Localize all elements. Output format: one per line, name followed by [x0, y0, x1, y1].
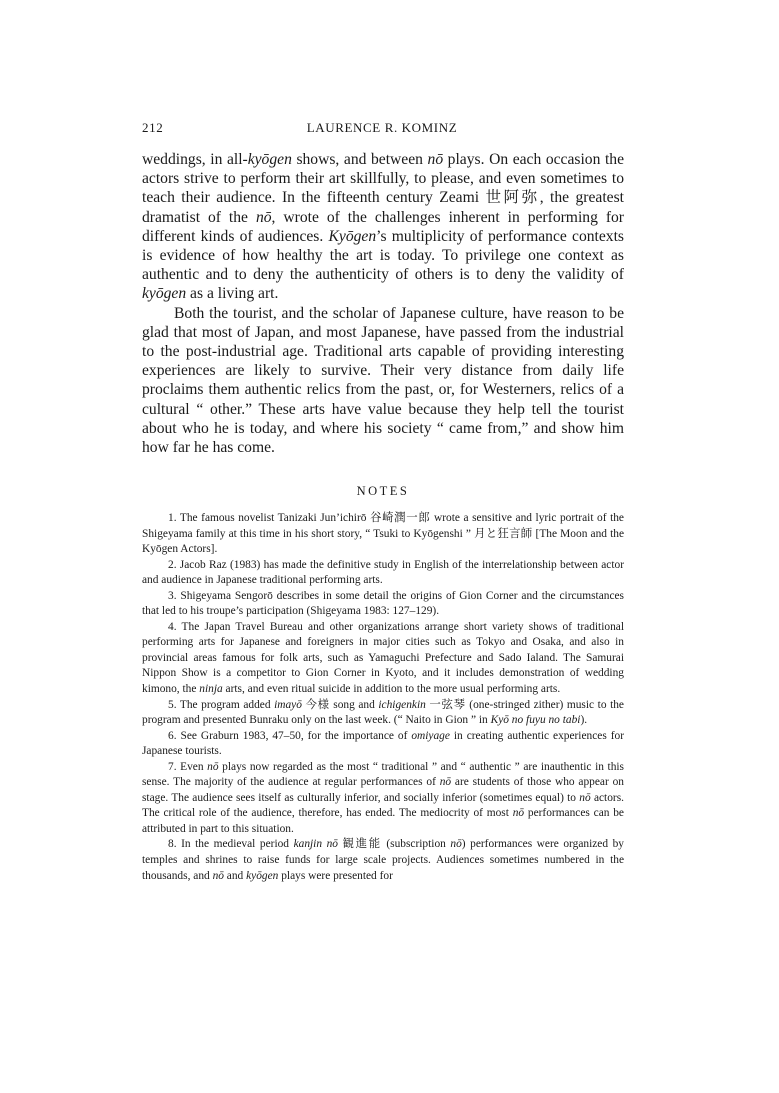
paragraph: weddings, in all-kyōgen shows, and between nō plays. On each occasion the actors strive to perform their art skillfully, to please, and even sometimes to teach their audience. In the fifteenth century Zeami 世阿弥, the greatest dramatist of the nō, wrote of the challenges inherent in performing for different kinds of audiences. Kyōgen’s multiplicity of performance contexts is evidence of how healthy the art is today. To privilege one context as authentic and to deny the authenticity of others is to deny the validity of kyōgen as a living art. [142, 151, 625, 303]
note: 6. See Graburn 1983, 47–50, for the importance of omiyage in creating authentic experiences for Japanese tourists. [142, 729, 624, 758]
body-text [142, 150, 624, 457]
notes-list [142, 511, 624, 884]
note: 3. Shigeyama Sengorō describes in some detail the origins of Gion Corner and the circumstances that led to his troupe’s participation (Shigeyama 1983: 127–129). [142, 589, 624, 618]
page-number: 212 [142, 120, 164, 135]
running-title: LAURENCE R. KOMINZ [306, 120, 458, 135]
note: 8. In the medieval period kanjin nō 観進能 (subscription nō) performances were organized by temples and shrines to raise funds for large scale projects. Audiences sometimes numbered in the thousands, and nō and kyōgen plays were presented for [142, 838, 624, 882]
running-head [142, 120, 622, 140]
note: 4. The Japan Travel Bureau and other organizations arrange short variety shows of traditional performing arts for Japanese and foreigners in major cities such as Tokyo and Osaka, and also in provincial areas famous for folk arts, such as Yamaguchi Prefecture and Sado Ialand. The Samurai Nippon Show is a competitor to Gion Corner in Kyoto, and it includes demonstration of wedding kimono, the ninja arts, and even ritual suicide in addition to the more usual performing arts. [142, 620, 624, 696]
note: 1. The famous novelist Tanizaki Jun’ichirō 谷崎潤一郎 wrote a sensitive and lyric portrait of the Shigeyama family at this time in his short story, “ Tsuki to Kyōgenshi ” 月と狂言師 [The Moon and the Kyōgen Actors]. [142, 512, 624, 556]
note: 2. Jacob Raz (1983) has made the definitive study in English of the interrelationship between actor and audience in Japanese traditional performing arts. [142, 558, 624, 587]
note: 7. Even nō plays now regarded as the most “ traditional ” and “ authentic ” are inauthentic in this sense. The majority of the audience at regular performances of nō are students of those who appear on stage. The audience sees itself as culturally inferior, and socially inferior (sometimes equal) to nō actors. The critical role of the audience, therefore, has ended. The mediocrity of most nō performances can be attributed in part to this situation. [142, 760, 624, 835]
paragraph: Both the tourist, and the scholar of Japanese culture, have reason to be glad that most of Japan, and most Japanese, have passed from the industrial to the post-industrial age. Traditional arts capable of providing interesting experiences are likely to survive. Their very distance from daily life proclaims them authentic relics from the past, or, for Westerners, relics of a cultural “ other.” These arts have value because they help tell the tourist about who he is today, and where his society “ came from,” and show him how far he has come. [142, 304, 624, 457]
note: 5. The program added imayō 今様 song and ichigenkin 一弦琴 (one-stringed zither) music to the program and presented Bunraku only on the last week. (“ Naito in Gion ” in Kyō no fuyu no tabi). [142, 698, 624, 727]
notes-heading: NOTES [356, 484, 410, 498]
